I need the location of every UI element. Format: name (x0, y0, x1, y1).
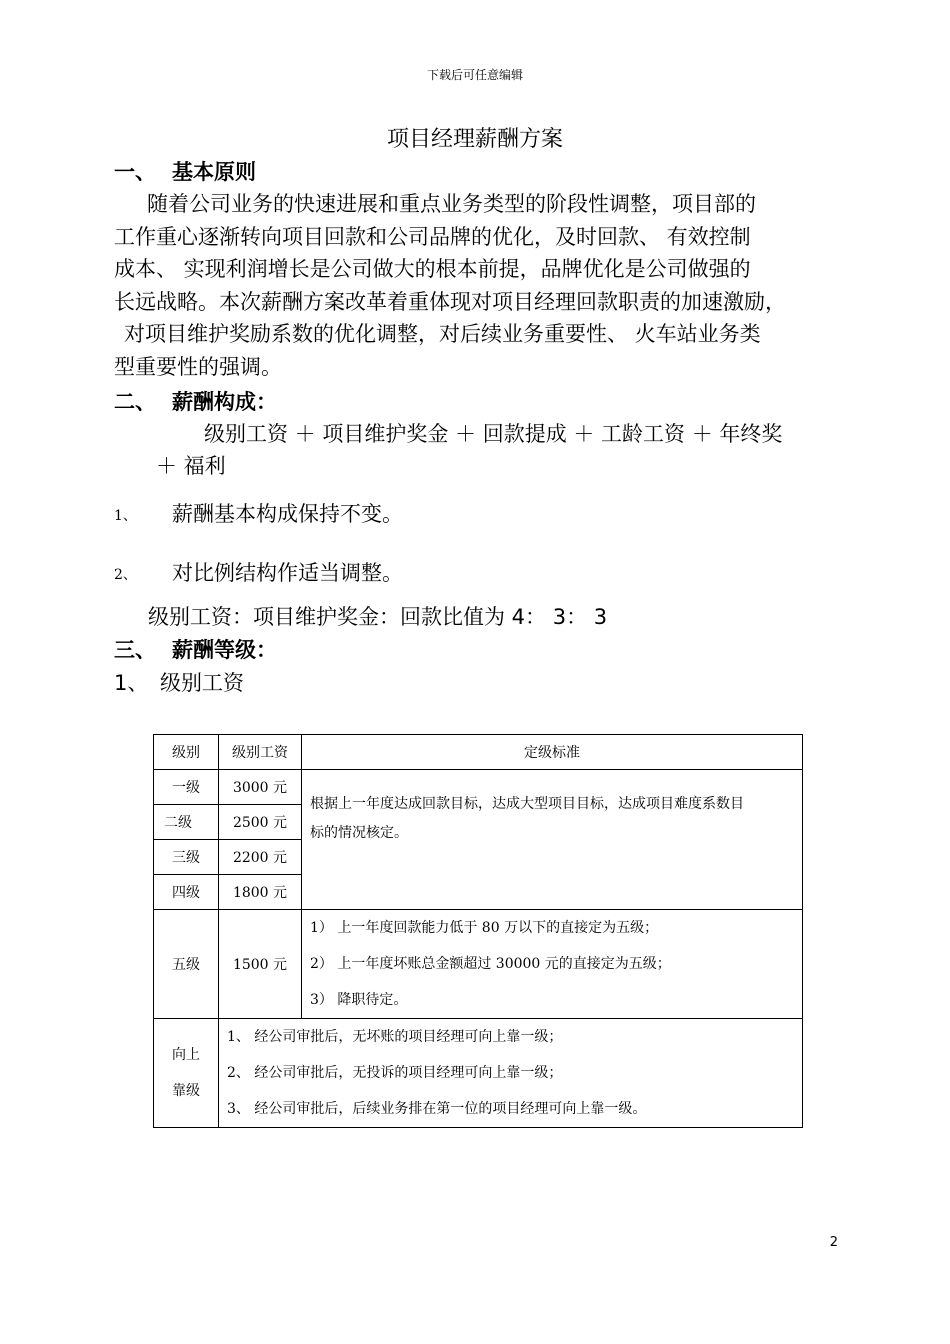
subsection-1-number: 1、 (114, 671, 149, 695)
salary-cell: 1800 元 (219, 875, 302, 910)
point-1-text: 薪酬基本构成保持不变。 (172, 502, 403, 526)
criteria-item: 3） 降职待定。 (310, 992, 408, 1008)
subsection-1-heading: 级别工资 (160, 671, 244, 695)
ratio-line: 级别工资：项目维护奖金：回款比值为 4： 3： 3 (148, 605, 608, 629)
salary-cell: 3000 元 (219, 770, 302, 805)
upgrade-label-cell (154, 1019, 219, 1128)
grade-cell: 二级 (154, 805, 219, 840)
intro-line: 型重要性的强调。 (114, 354, 282, 379)
intro-line: 对项目维护奖励系数的优化调整，对后续业务重要性、 火车站业务类 (124, 322, 761, 346)
document-title: 项目经理薪酬方案 (386, 127, 563, 152)
formula-line-2: ＋ 福利 (156, 454, 226, 478)
upgrade-label: 靠级 (172, 1083, 200, 1099)
table-header-cell: 级别 (154, 735, 219, 770)
salary-grade-table (153, 734, 803, 1128)
grade-cell: 五级 (154, 910, 219, 1019)
page-number: 2 (829, 1235, 838, 1250)
section-3-heading: 薪酬等级： (172, 638, 277, 662)
section-2-number: 二、 (114, 390, 156, 414)
formula-line-1: 级别工资 ＋ 项目维护奖金 ＋ 回款提成 ＋ 工龄工资 ＋ 年终奖 (204, 422, 783, 446)
page-header: 下载后可任意编辑 (426, 68, 523, 82)
criteria-item: 1） 上一年度回款能力低于 80 万以下的直接定为五级； (310, 920, 659, 936)
salary-cell: 2500 元 (219, 805, 302, 840)
point-2-text: 对比例结构作适当调整。 (172, 561, 403, 585)
standard-cell (302, 770, 803, 910)
section-3-number: 三、 (114, 638, 156, 662)
intro-paragraph (114, 188, 840, 383)
criteria-item: 2、 经公司审批后，无投诉的项目经理可向上靠一级； (227, 1065, 563, 1081)
table-header-cell: 级别工资 (219, 735, 302, 770)
demotion-criteria-cell (302, 910, 803, 1019)
section-1-number: 一、 (114, 160, 156, 184)
table-row (154, 910, 803, 1019)
table-header-cell: 定级标准 (302, 735, 803, 770)
intro-line: 工作重心逐渐转向项目回款和公司品牌的优化，及时回款、 有效控制 (114, 224, 751, 249)
standard-text: 根据上一年度达成回款目标，达成大型项目目标，达成项目难度系数目 (310, 796, 744, 812)
salary-cell: 2200 元 (219, 840, 302, 875)
point-2-number: 2、 (114, 567, 137, 583)
table-header-row (154, 735, 803, 770)
section-1-heading: 基本原则 (172, 160, 256, 184)
standard-text: 标的情况核定。 (310, 825, 408, 841)
section-2-heading: 薪酬构成： (172, 390, 277, 414)
criteria-item: 3、 经公司审批后，后续业务排在第一位的项目经理可向上靠一级。 (227, 1101, 647, 1117)
salary-cell: 1500 元 (219, 910, 302, 1019)
upgrade-label: 向上 (172, 1047, 200, 1063)
grade-cell: 四级 (154, 875, 219, 910)
table-row (154, 770, 803, 805)
intro-line: 长远战略。本次薪酬方案改革着重体现对项目经理回款职责的加速激励， (114, 289, 786, 314)
criteria-item: 1、 经公司审批后，无坏账的项目经理可向上靠一级； (227, 1029, 563, 1045)
upgrade-criteria-cell (219, 1019, 803, 1128)
criteria-item: 2） 上一年度坏账总金额超过 30000 元的直接定为五级； (310, 956, 671, 972)
grade-cell: 一级 (154, 770, 219, 805)
point-1-number: 1、 (114, 508, 137, 524)
table-row (154, 1019, 803, 1128)
grade-cell: 三级 (154, 840, 219, 875)
intro-line: 随着公司业务的快速进展和重点业务类型的阶段性调整，项目部的 (147, 192, 756, 216)
intro-line: 成本、 实现利润增长是公司做大的根本前提，品牌优化是公司做强的 (114, 257, 751, 281)
